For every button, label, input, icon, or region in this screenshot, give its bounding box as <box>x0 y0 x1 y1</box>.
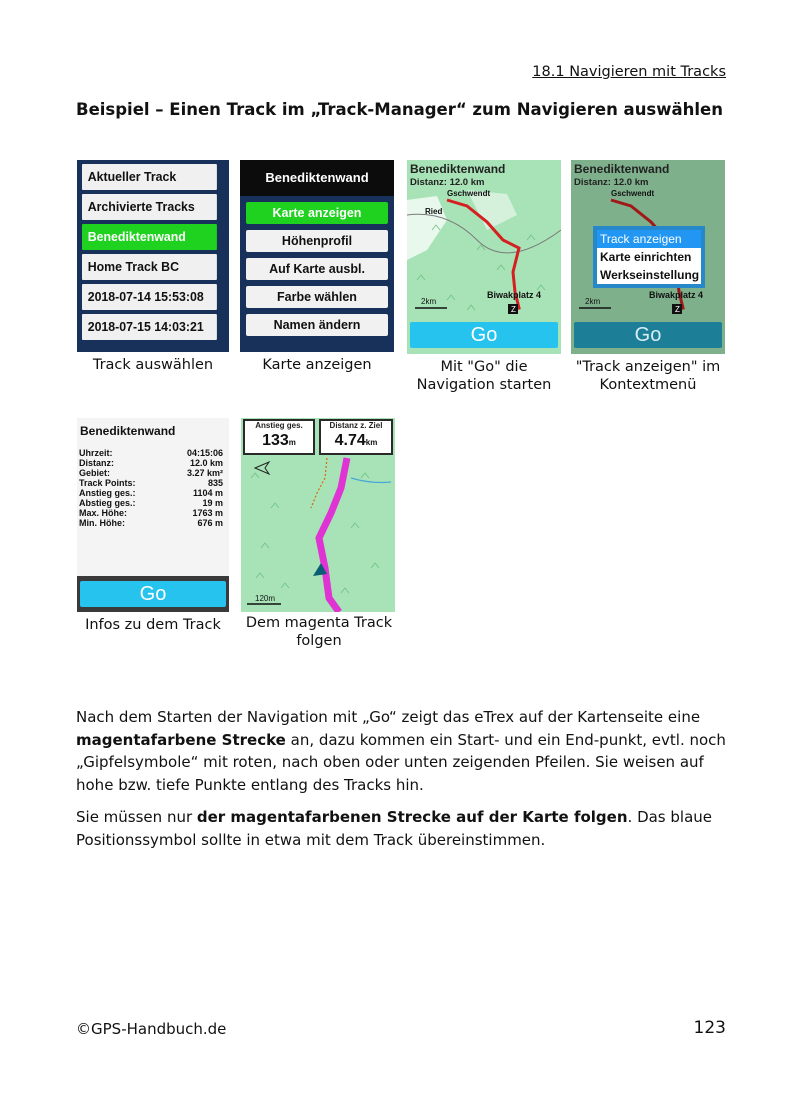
menu-title: Benediktenwand <box>240 160 394 196</box>
caption-track-menu: Karte anzeigen <box>262 357 372 373</box>
table-row <box>79 488 227 498</box>
field-number: 4.74 <box>334 432 366 449</box>
go-button[interactable]: Go <box>574 322 722 348</box>
map-scale: 120m <box>255 594 276 603</box>
context-menu <box>593 226 705 288</box>
screenshot-map-context <box>571 160 725 354</box>
map-title: Benediktenwand <box>574 162 670 176</box>
menu-item: Namen ändern <box>246 314 388 336</box>
info-label: Uhrzeit: <box>79 448 113 458</box>
field-value <box>245 431 313 453</box>
info-value: 1763 m <box>192 508 223 518</box>
footer-copyright: ©GPS-Handbuch.de <box>76 1020 227 1038</box>
info-label: Min. Höhe: <box>79 518 125 528</box>
info-value: 3.27 km² <box>186 468 223 478</box>
list-item: Aktueller Track <box>82 164 217 190</box>
list-item: Archivierte Tracks <box>82 194 217 220</box>
info-value: 12.0 km <box>189 458 223 468</box>
caption-line: Dem magenta Track <box>245 615 393 631</box>
field-unit: km <box>365 438 378 447</box>
info-value: 19 m <box>202 498 223 508</box>
info-table <box>79 448 227 528</box>
data-field-ascent <box>243 419 315 455</box>
list-item: 2018-07-15 14:03:21 <box>82 314 217 340</box>
info-value: 04:15:06 <box>186 448 223 458</box>
caption-line: "Track anzeigen" im <box>575 359 721 375</box>
table-row <box>79 518 227 528</box>
info-value: 676 m <box>197 518 223 528</box>
menu-item: Farbe wählen <box>246 286 388 308</box>
menu-item-selected: Karte anzeigen <box>246 202 388 224</box>
menu-item: Höhenprofil <box>246 230 388 252</box>
data-field-distance <box>319 419 393 455</box>
screenshot-map-go <box>407 160 561 354</box>
text-run: Nach dem Starten der Navigation mit „Go“ zeigt das eTrex auf der Kartenseite eine <box>76 708 701 726</box>
table-row <box>79 448 227 458</box>
text-bold: der magentafarbenen Strecke auf der Karte folgen <box>196 808 628 826</box>
caption-map-context <box>563 358 733 394</box>
caption-map-go <box>400 358 568 394</box>
text-run: . Das blaue Positionssymbol sollte in etwa mit dem Track übereinstimmen. <box>76 808 713 849</box>
info-label: Max. Höhe: <box>79 508 128 518</box>
field-label: Distanz z. Ziel <box>329 421 383 430</box>
map-label: Biwakplatz 4 <box>649 290 704 300</box>
section-heading: Beispiel – Einen Track im „Track-Manager“ zum Navigieren auswählen <box>76 100 723 119</box>
table-row <box>79 508 227 518</box>
info-value: 1104 m <box>192 488 223 498</box>
map-distance: Distanz: 12.0 km <box>410 177 485 188</box>
field-label: Anstieg ges. <box>255 421 303 430</box>
table-row <box>79 468 227 478</box>
field-number: 133 <box>262 432 289 449</box>
screenshot-navigation <box>241 418 395 612</box>
running-header: 18.1 Navigieren mit Tracks <box>532 64 726 80</box>
list-item: Home Track BC <box>82 254 217 280</box>
go-button[interactable]: Go <box>410 322 558 348</box>
paragraph-1 <box>76 706 736 796</box>
screenshot-track-menu <box>240 160 394 352</box>
list-item: 2018-07-14 15:53:08 <box>82 284 217 310</box>
context-menu-item-selected[interactable]: Track anzeigen <box>597 230 701 248</box>
caption-line: Navigation starten <box>416 377 552 393</box>
menu-item: Auf Karte ausbl. <box>246 258 388 280</box>
info-label: Track Points: <box>79 478 136 488</box>
info-title: Benediktenwand <box>80 424 176 438</box>
map-scale: 2km <box>585 297 601 306</box>
table-row <box>79 478 227 488</box>
page-number: 123 <box>693 1018 726 1038</box>
map-label: Gschwendt <box>447 189 491 198</box>
caption-navigation <box>236 614 402 650</box>
field-unit: m <box>288 438 296 447</box>
svg-text:Z: Z <box>511 305 516 314</box>
caption-line: Kontextmenü <box>599 377 697 393</box>
svg-text:Z: Z <box>675 305 680 314</box>
map-label: Biwakplatz 4 <box>487 290 542 300</box>
caption-track-info: Infos zu dem Track <box>85 617 221 633</box>
screenshot-track-list <box>77 160 229 352</box>
table-row <box>79 498 227 508</box>
info-label: Distanz: <box>79 458 115 468</box>
info-label: Gebiet: <box>79 468 111 478</box>
text-run: an, dazu kommen ein Start- und ein End-punkt, evtl. noch „Gipfelsymbole“ mit roten, nach oben oder unten zeigenden Pfeilen. Sie weisen auf hohe bzw. tiefe Punkte entlang des Tracks hin. <box>76 730 726 794</box>
text-bold: magentafarbene Strecke <box>76 730 286 749</box>
caption-track-list: Track auswählen <box>92 357 214 373</box>
table-row <box>79 458 227 468</box>
list-item-selected: Benediktenwand <box>82 224 217 250</box>
info-label: Abstieg ges.: <box>79 498 136 508</box>
map-scale: 2km <box>421 297 437 306</box>
info-label: Anstieg ges.: <box>79 488 136 498</box>
text-run: Sie müssen nur <box>76 808 197 826</box>
map-label: Gschwendt <box>611 189 655 198</box>
context-menu-item[interactable]: Werkseinstellung <box>600 268 700 282</box>
screenshot-track-info <box>77 418 229 612</box>
go-button[interactable]: Go <box>80 581 226 607</box>
field-value <box>321 431 391 453</box>
context-menu-item[interactable]: Karte einrichten <box>600 250 692 264</box>
map-label: Ried <box>425 207 443 216</box>
map-title: Benediktenwand <box>410 162 506 176</box>
caption-line: folgen <box>296 633 342 649</box>
map-distance: Distanz: 12.0 km <box>574 177 649 188</box>
caption-line: Mit "Go" die <box>440 359 528 375</box>
info-value: 835 <box>207 478 223 488</box>
paragraph-2 <box>76 806 736 851</box>
